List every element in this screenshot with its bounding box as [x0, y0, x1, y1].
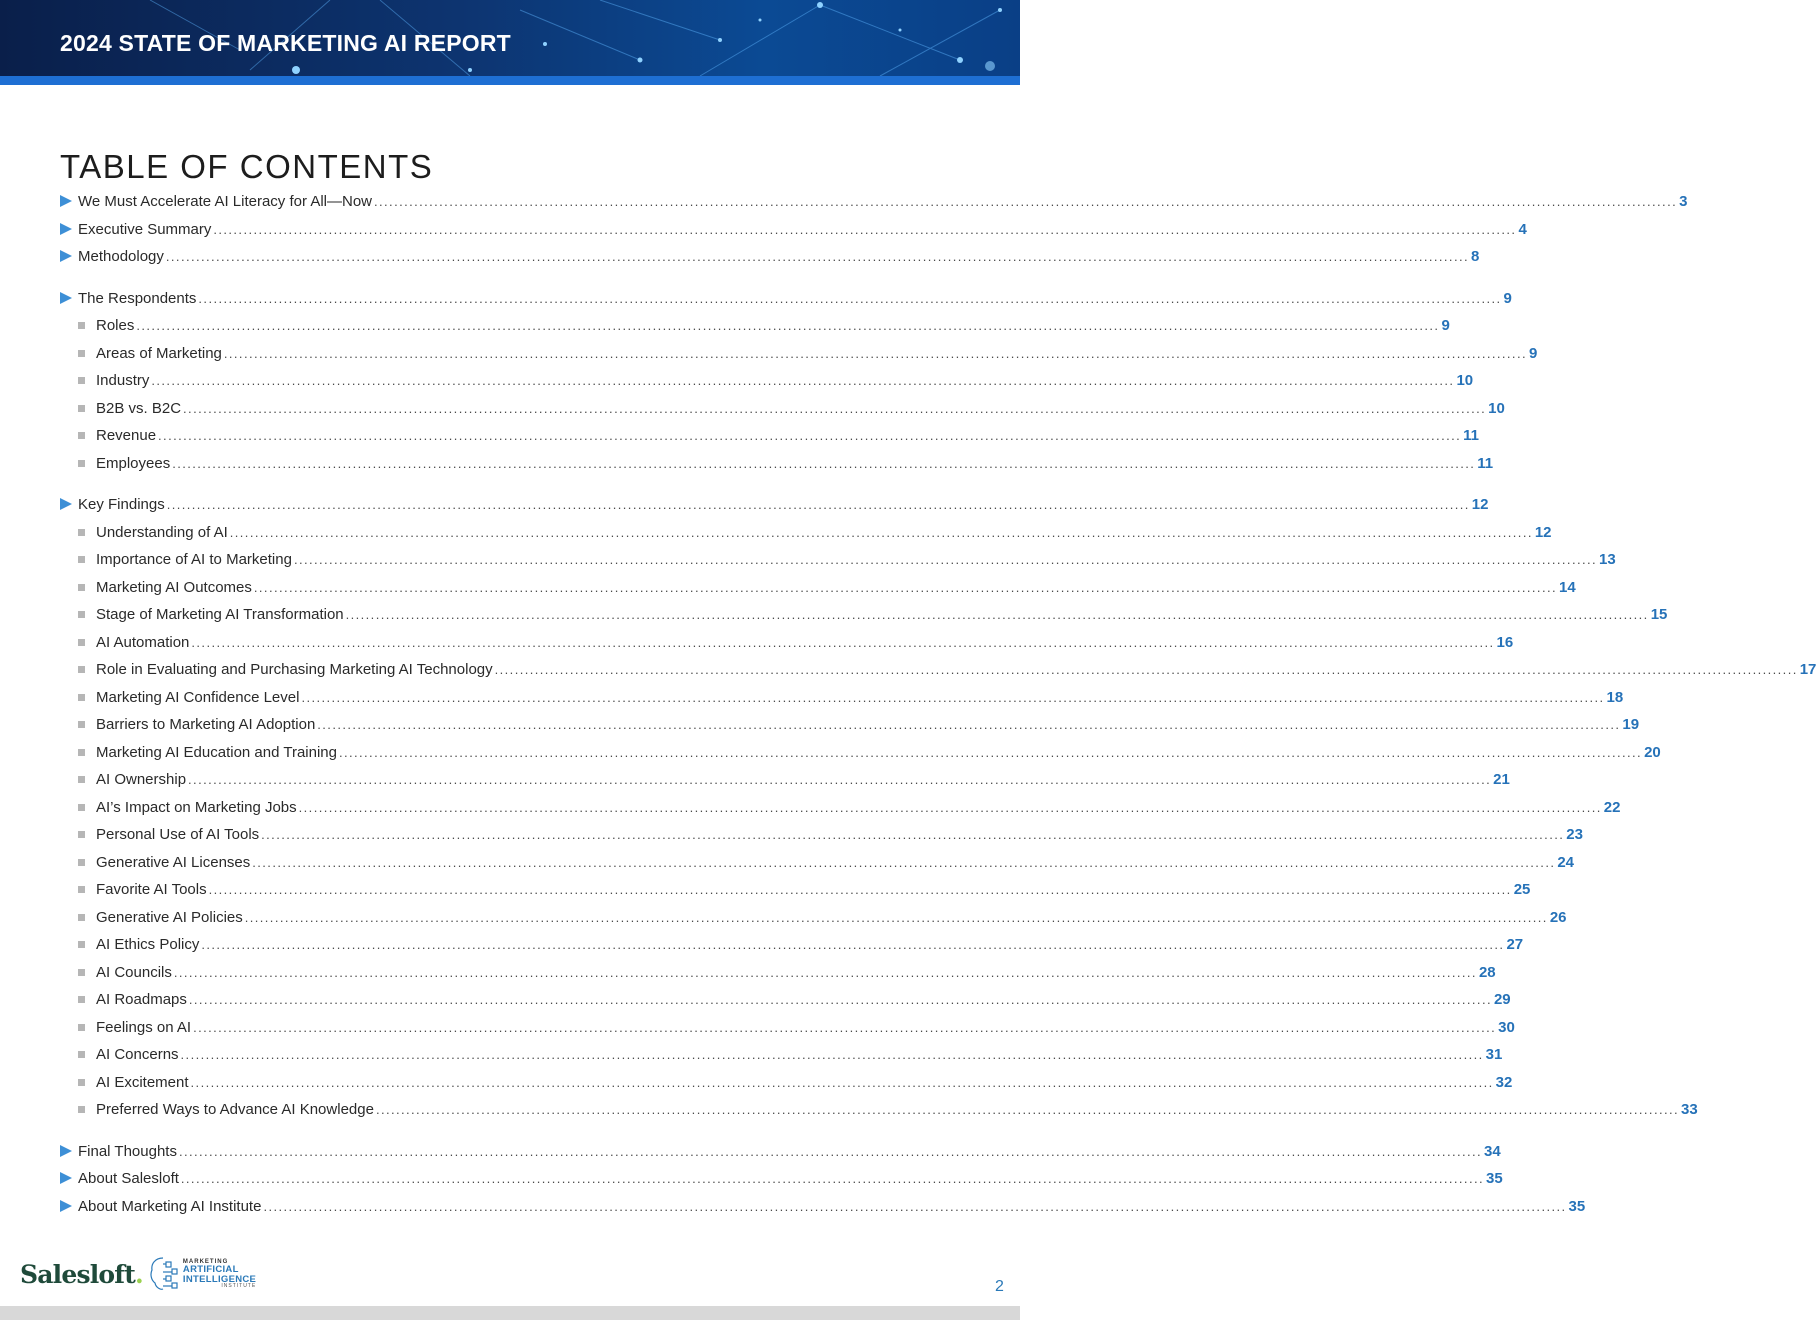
toc-page-number: 20: [1644, 743, 1661, 761]
toc-page-number: 21: [1493, 771, 1510, 788]
dot-leader: ....................................................................................................................................................................................................................................................................: [178, 1143, 1483, 1159]
triangle-arrow-icon: [60, 292, 72, 304]
toc-subentry[interactable]: [60, 1046, 1503, 1074]
toc-page-number: 13: [1599, 551, 1616, 568]
dot-leader: ....................................................................................................................................................................................................................................................................: [158, 428, 1462, 443]
square-bullet-icon: [78, 694, 85, 701]
toc-label: Roles: [96, 317, 135, 334]
triangle-arrow-icon: [60, 1200, 72, 1212]
dot-leader: ....................................................................................................................................................................................................................................................................: [263, 1198, 1567, 1214]
toc-label: AI Automation: [96, 633, 190, 651]
toc-page-number: 23: [1566, 826, 1583, 843]
toc-subentry[interactable]: [60, 798, 1621, 827]
toc-label: Methodology: [78, 248, 164, 265]
toc-page-number: 29: [1493, 991, 1511, 1008]
marketing-ai-institute-logo: MARKETING ARTIFICIAL INTELLIGENCE INSTITUTE: [149, 1256, 256, 1292]
dot-leader: ....................................................................................................................................................................................................................................................................: [317, 717, 1621, 732]
square-bullet-icon: [78, 941, 85, 948]
dot-leader: ....................................................................................................................................................................................................................................................................: [244, 909, 1548, 925]
toc-subentry[interactable]: [60, 1073, 1513, 1102]
square-bullet-icon: [78, 721, 85, 728]
toc-entry[interactable]: [60, 220, 1527, 249]
dot-leader: ....................................................................................................................................................................................................................................................................: [253, 579, 1557, 595]
toc-page-number: 18: [1606, 688, 1624, 706]
toc-subentry[interactable]: [60, 372, 1474, 400]
salesloft-logo: Salesloft.: [20, 1259, 143, 1289]
square-bullet-icon: [78, 460, 85, 467]
dot-leader: ....................................................................................................................................................................................................................................................................: [201, 937, 1505, 952]
dot-leader: ....................................................................................................................................................................................................................................................................: [223, 345, 1527, 361]
toc-page-number: 14: [1558, 578, 1576, 596]
dot-leader: ....................................................................................................................................................................................................................................................................: [188, 772, 1492, 787]
square-bullet-icon: [78, 886, 85, 893]
dot-leader: ....................................................................................................................................................................................................................................................................: [188, 992, 1492, 1007]
toc-page-number: 26: [1549, 908, 1567, 926]
toc-page-number: 19: [1622, 716, 1640, 733]
dot-leader: ....................................................................................................................................................................................................................................................................: [338, 744, 1643, 760]
square-bullet-icon: [78, 639, 85, 646]
toc-subentry[interactable]: [60, 317, 1450, 345]
square-bullet-icon: [78, 749, 85, 756]
toc-subentry[interactable]: [60, 427, 1479, 455]
toc-page-number: 17: [1799, 661, 1816, 678]
toc-label: Stage of Marketing AI Transformation: [96, 606, 344, 623]
dot-leader: ....................................................................................................................................................................................................................................................................: [208, 882, 1512, 897]
toc-subentry[interactable]: [60, 936, 1524, 964]
square-bullet-icon: [78, 405, 85, 412]
header-banner: [0, 0, 1020, 76]
toc-label: Employees: [96, 454, 171, 472]
report-title: 2024 STATE OF MARKETING AI REPORT: [60, 30, 511, 56]
toc-label: Barriers to Marketing AI Adoption: [96, 716, 316, 733]
dot-leader: ....................................................................................................................................................................................................................................................................: [191, 634, 1495, 650]
dot-leader: ....................................................................................................................................................................................................................................................................: [183, 400, 1487, 416]
square-bullet-icon: [78, 1051, 85, 1058]
toc-label: Key Findings: [78, 496, 165, 513]
toc-page-number: 16: [1496, 633, 1514, 651]
triangle-arrow-icon: [60, 223, 72, 235]
toc-label: Revenue: [96, 427, 157, 444]
page-number: 2: [995, 1278, 1004, 1295]
toc-label: Industry: [96, 372, 150, 389]
brain-circuit-icon: [149, 1256, 179, 1292]
toc-label: About Salesloft: [78, 1170, 179, 1187]
dot-leader: ....................................................................................................................................................................................................................................................................: [375, 1102, 1680, 1117]
toc-label: The Respondents: [78, 289, 197, 307]
triangle-arrow-icon: [60, 498, 72, 510]
dot-leader: ....................................................................................................................................................................................................................................................................: [165, 249, 1469, 264]
square-bullet-icon: [78, 350, 85, 357]
dot-leader: ....................................................................................................................................................................................................................................................................: [172, 455, 1476, 471]
toc-entry[interactable]: [60, 1197, 1586, 1226]
toc-page-number: 28: [1478, 963, 1496, 981]
square-bullet-icon: [78, 666, 85, 673]
dot-leader: ....................................................................................................................................................................................................................................................................: [180, 1171, 1484, 1186]
dot-leader: ....................................................................................................................................................................................................................................................................: [261, 827, 1565, 842]
header-accent-stripe: [0, 76, 1020, 85]
toc-label: B2B vs. B2C: [96, 399, 182, 417]
toc-subentry[interactable]: [60, 633, 1514, 662]
toc-label: Marketing AI Confidence Level: [96, 688, 300, 706]
dot-leader: ....................................................................................................................................................................................................................................................................: [166, 497, 1470, 512]
bottom-bar: [0, 1306, 1020, 1320]
toc-entry[interactable]: [60, 496, 1489, 524]
toc-subentry[interactable]: [60, 853, 1575, 882]
toc-page-number: 30: [1498, 1018, 1515, 1036]
toc-page-number: 27: [1506, 936, 1524, 953]
toc-label: AI Concerns: [96, 1046, 179, 1063]
toc-subentry[interactable]: [60, 399, 1505, 428]
square-bullet-icon: [78, 1024, 85, 1031]
toc-page-number: 31: [1485, 1046, 1503, 1063]
toc-page-number: 9: [1528, 344, 1538, 362]
toc-label: Final Thoughts: [78, 1142, 177, 1160]
triangle-arrow-icon: [60, 250, 72, 262]
toc-page-number: 25: [1513, 881, 1531, 898]
toc-page-number: 35: [1568, 1197, 1586, 1215]
toc-subentry[interactable]: [60, 606, 1668, 634]
dot-leader: ....................................................................................................................................................................................................................................................................: [198, 290, 1502, 306]
square-bullet-icon: [78, 584, 85, 591]
toc-subentry[interactable]: [60, 523, 1552, 552]
footer-logos: [20, 1256, 256, 1292]
toc-page-number: 11: [1463, 427, 1479, 444]
triangle-arrow-icon: [60, 1145, 72, 1157]
toc-page-number: 9: [1503, 289, 1512, 307]
dot-leader: ....................................................................................................................................................................................................................................................................: [173, 964, 1477, 980]
dot-leader: ....................................................................................................................................................................................................................................................................: [151, 373, 1455, 388]
toc-subentry[interactable]: [60, 963, 1496, 992]
dot-leader: ....................................................................................................................................................................................................................................................................: [293, 552, 1598, 567]
toc-label: Feelings on AI: [96, 1018, 192, 1036]
toc-entry[interactable]: [60, 1170, 1503, 1198]
toc-entry[interactable]: [60, 248, 1480, 276]
dot-leader: ....................................................................................................................................................................................................................................................................: [374, 194, 1678, 209]
toc-label: Favorite AI Tools: [96, 881, 207, 898]
toc-label: Marketing AI Education and Training: [96, 743, 337, 761]
toc-page-number: 10: [1456, 372, 1474, 389]
toc-page-number: 11: [1477, 454, 1494, 472]
toc-label: AI’s Impact on Marketing Jobs: [96, 798, 297, 816]
toc-label: Marketing AI Outcomes: [96, 578, 252, 596]
triangle-arrow-icon: [60, 1172, 72, 1184]
toc-page-number: 22: [1603, 798, 1621, 816]
toc-subentry[interactable]: [60, 881, 1531, 909]
toc-label: Executive Summary: [78, 220, 212, 238]
toc-label: Generative AI Policies: [96, 908, 243, 926]
toc-page-number: 4: [1518, 220, 1527, 238]
toc-page-number: 10: [1488, 399, 1505, 417]
toc-page-number: 35: [1485, 1170, 1503, 1187]
dot-leader: ....................................................................................................................................................................................................................................................................: [229, 524, 1533, 540]
square-bullet-icon: [78, 1106, 85, 1113]
square-bullet-icon: [78, 914, 85, 921]
toc-entry[interactable]: [60, 193, 1688, 221]
square-bullet-icon: [78, 859, 85, 866]
toc-subentry[interactable]: [60, 1018, 1515, 1047]
toc-label: AI Ethics Policy: [96, 936, 200, 953]
toc-subentry[interactable]: [60, 908, 1567, 937]
toc-page-number: 33: [1681, 1101, 1698, 1118]
toc-page-number: 32: [1495, 1073, 1513, 1091]
dot-leader: ....................................................................................................................................................................................................................................................................: [180, 1047, 1484, 1062]
toc-subentry[interactable]: [60, 688, 1624, 717]
dot-leader: ....................................................................................................................................................................................................................................................................: [345, 607, 1649, 622]
toc-label: We Must Accelerate AI Literacy for All—Now: [78, 193, 373, 210]
dot-leader: ....................................................................................................................................................................................................................................................................: [252, 854, 1556, 870]
square-bullet-icon: [78, 529, 85, 536]
toc-label: About Marketing AI Institute: [78, 1197, 262, 1215]
toc-label: Importance of AI to Marketing: [96, 551, 292, 568]
square-bullet-icon: [78, 432, 85, 439]
toc-label: Understanding of AI: [96, 523, 228, 541]
toc-subentry[interactable]: [60, 1101, 1698, 1129]
toc-subentry[interactable]: [60, 743, 1661, 772]
toc-page-number: 34: [1484, 1142, 1501, 1160]
square-bullet-icon: [78, 377, 85, 384]
square-bullet-icon: [78, 556, 85, 563]
toc-label: Areas of Marketing: [96, 344, 222, 362]
toc-label: AI Excitement: [96, 1073, 189, 1091]
toc-page-number: 15: [1650, 606, 1668, 623]
square-bullet-icon: [78, 611, 85, 618]
toc-subentry[interactable]: [60, 661, 1816, 689]
square-bullet-icon: [78, 322, 85, 329]
toc-entry[interactable]: [60, 1142, 1501, 1171]
dot-leader: ....................................................................................................................................................................................................................................................................: [193, 1019, 1497, 1035]
dot-leader: ....................................................................................................................................................................................................................................................................: [136, 318, 1440, 333]
toc-subentry[interactable]: [60, 771, 1510, 799]
table-of-contents: [60, 193, 1816, 1225]
square-bullet-icon: [78, 969, 85, 976]
toc-page-number: 24: [1557, 853, 1575, 871]
toc-subentry[interactable]: [60, 454, 1494, 483]
toc-label: AI Roadmaps: [96, 991, 187, 1008]
toc-subentry[interactable]: [60, 716, 1640, 744]
square-bullet-icon: [78, 776, 85, 783]
toc-label: Preferred Ways to Advance AI Knowledge: [96, 1101, 374, 1118]
toc-label: Personal Use of AI Tools: [96, 826, 260, 843]
toc-label: Role in Evaluating and Purchasing Marketing AI Technology: [96, 661, 493, 678]
square-bullet-icon: [78, 831, 85, 838]
square-bullet-icon: [78, 1079, 85, 1086]
toc-page-number: 12: [1471, 496, 1489, 513]
triangle-arrow-icon: [60, 195, 72, 207]
square-bullet-icon: [78, 996, 85, 1003]
toc-subentry[interactable]: [60, 344, 1538, 373]
dot-leader: ....................................................................................................................................................................................................................................................................: [190, 1074, 1494, 1090]
toc-subentry[interactable]: [60, 991, 1511, 1019]
toc-label: AI Ownership: [96, 771, 187, 788]
toc-subentry[interactable]: [60, 551, 1616, 579]
toc-entry[interactable]: [60, 289, 1512, 318]
toc-label: Generative AI Licenses: [96, 853, 251, 871]
dot-leader: ....................................................................................................................................................................................................................................................................: [301, 689, 1605, 705]
toc-page-number: 8: [1470, 248, 1480, 265]
toc-page-number: 3: [1679, 193, 1688, 210]
toc-page-number: 12: [1534, 523, 1552, 541]
dot-leader: ....................................................................................................................................................................................................................................................................: [494, 662, 1798, 677]
toc-subentry[interactable]: [60, 826, 1583, 854]
toc-heading: TABLE OF CONTENTS: [60, 148, 434, 186]
toc-subentry[interactable]: [60, 578, 1576, 607]
dot-leader: ....................................................................................................................................................................................................................................................................: [298, 799, 1602, 815]
dot-leader: ....................................................................................................................................................................................................................................................................: [213, 221, 1517, 237]
square-bullet-icon: [78, 804, 85, 811]
toc-page-number: 9: [1441, 317, 1450, 334]
toc-label: AI Councils: [96, 963, 172, 981]
